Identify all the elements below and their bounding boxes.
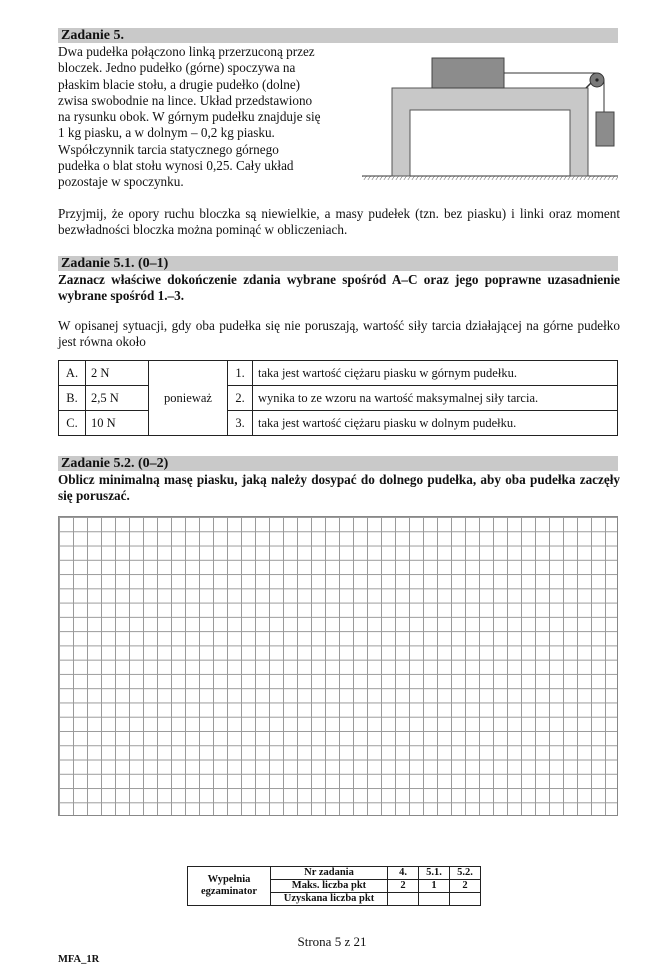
upper-box bbox=[432, 58, 504, 88]
task5-header-bar bbox=[58, 28, 618, 43]
assumption-text: Przyjmij, że opory ruchu bloczka są niewielkie, a masy pudełek (tzn. bez piasku) i linki oraz moment bezwładności bloczka można pominąć w obliczeniach. bbox=[58, 206, 620, 237]
page-number: Strona 5 z 21 bbox=[297, 934, 367, 949]
max-points-label: Maks. liczba pkt bbox=[271, 880, 388, 893]
option-letter[interactable]: B. bbox=[59, 386, 86, 411]
reason-text[interactable]: wynika to ze wzoru na wartość maksymalnej siły tarcia. bbox=[253, 386, 618, 411]
answer-grid[interactable] bbox=[58, 516, 618, 816]
table bbox=[392, 88, 588, 176]
obtained-points-cell[interactable] bbox=[419, 893, 450, 906]
intro-line: 1 kg piasku, a w dolnym – 0,2 kg piasku. bbox=[58, 125, 275, 141]
obtained-points-cell[interactable] bbox=[388, 893, 419, 906]
answer-row bbox=[59, 386, 618, 411]
task5-title: Zadanie 5. bbox=[61, 28, 125, 43]
obtained-points-label: Uzyskana liczba pkt bbox=[271, 893, 388, 906]
task5-intro bbox=[58, 44, 358, 191]
intro-line: bloczek. Jedno pudełko (górne) spoczywa na bbox=[58, 60, 296, 76]
max-points: 2 bbox=[450, 880, 481, 893]
task-number: 4. bbox=[388, 867, 419, 880]
intro-line: Dwa pudełka połączono linką przerzuconą przez bbox=[58, 44, 315, 59]
reason-number[interactable]: 2. bbox=[228, 386, 253, 411]
pulley-axle bbox=[595, 78, 598, 81]
task51-instruction: Zaznacz właściwe dokończenie zdania wybrane spośród A–C oraz jego poprawne uzasadnienie wybrane spośród 1.–3. bbox=[58, 272, 620, 303]
reason-text[interactable]: taka jest wartość ciężaru piasku w dolnym pudełku. bbox=[253, 411, 618, 436]
max-points: 1 bbox=[419, 880, 450, 893]
task52-instruction: Oblicz minimalną masę piasku, jaką należy dosypać do dolnego pudełka, aby oba pudełka zaczęły się poruszać. bbox=[58, 472, 620, 503]
grader-label: Wypełnia egzaminator bbox=[188, 867, 271, 906]
exam-code: MFA_1R bbox=[58, 954, 100, 965]
answer-row bbox=[59, 361, 618, 386]
option-letter[interactable]: A. bbox=[59, 361, 86, 386]
intro-line: zwisa swobodnie na lince. Układ przedstawiono bbox=[58, 92, 313, 108]
task-number-label: Nr zadania bbox=[271, 867, 388, 880]
task51-title: Zadanie 5.1. (0–1) bbox=[61, 256, 169, 271]
setup-figure bbox=[360, 48, 622, 186]
hanging-box bbox=[596, 112, 614, 146]
grading-table bbox=[187, 866, 481, 906]
intro-line: pozostaje w spoczynku. bbox=[58, 174, 184, 190]
obtained-points-cell[interactable] bbox=[450, 893, 481, 906]
task-number: 5.1. bbox=[419, 867, 450, 880]
reason-number[interactable]: 3. bbox=[228, 411, 253, 436]
option-letter[interactable]: C. bbox=[59, 411, 86, 436]
intro-line: płaskim blacie stołu, a drugie pudełko (dolne) bbox=[58, 76, 301, 92]
answer-table bbox=[58, 360, 618, 436]
task51-statement: W opisanej sytuacji, gdy oba pudełka się nie poruszają, wartość siły tarcia działającej na górne pudełko jest równa około bbox=[58, 318, 620, 349]
answer-row bbox=[59, 411, 618, 436]
intro-line: na rysunku obok. W górnym pudełku znajduje się bbox=[58, 109, 321, 125]
option-value[interactable]: 10 N bbox=[86, 411, 149, 436]
task-number: 5.2. bbox=[450, 867, 481, 880]
intro-line: pudełka o blat stołu wynosi 0,25. Cały układ bbox=[58, 158, 294, 174]
intro-line: Współczynnik tarcia statycznego górnego bbox=[58, 141, 279, 157]
floor-hatching bbox=[362, 176, 618, 180]
task52-title: Zadanie 5.2. (0–2) bbox=[61, 456, 169, 471]
reason-text[interactable]: taka jest wartość ciężaru piasku w górnym pudełku. bbox=[253, 361, 618, 386]
option-value[interactable]: 2 N bbox=[86, 361, 149, 386]
option-value[interactable]: 2,5 N bbox=[86, 386, 149, 411]
connector-word: ponieważ bbox=[149, 361, 228, 436]
reason-number[interactable]: 1. bbox=[228, 361, 253, 386]
max-points: 2 bbox=[388, 880, 419, 893]
